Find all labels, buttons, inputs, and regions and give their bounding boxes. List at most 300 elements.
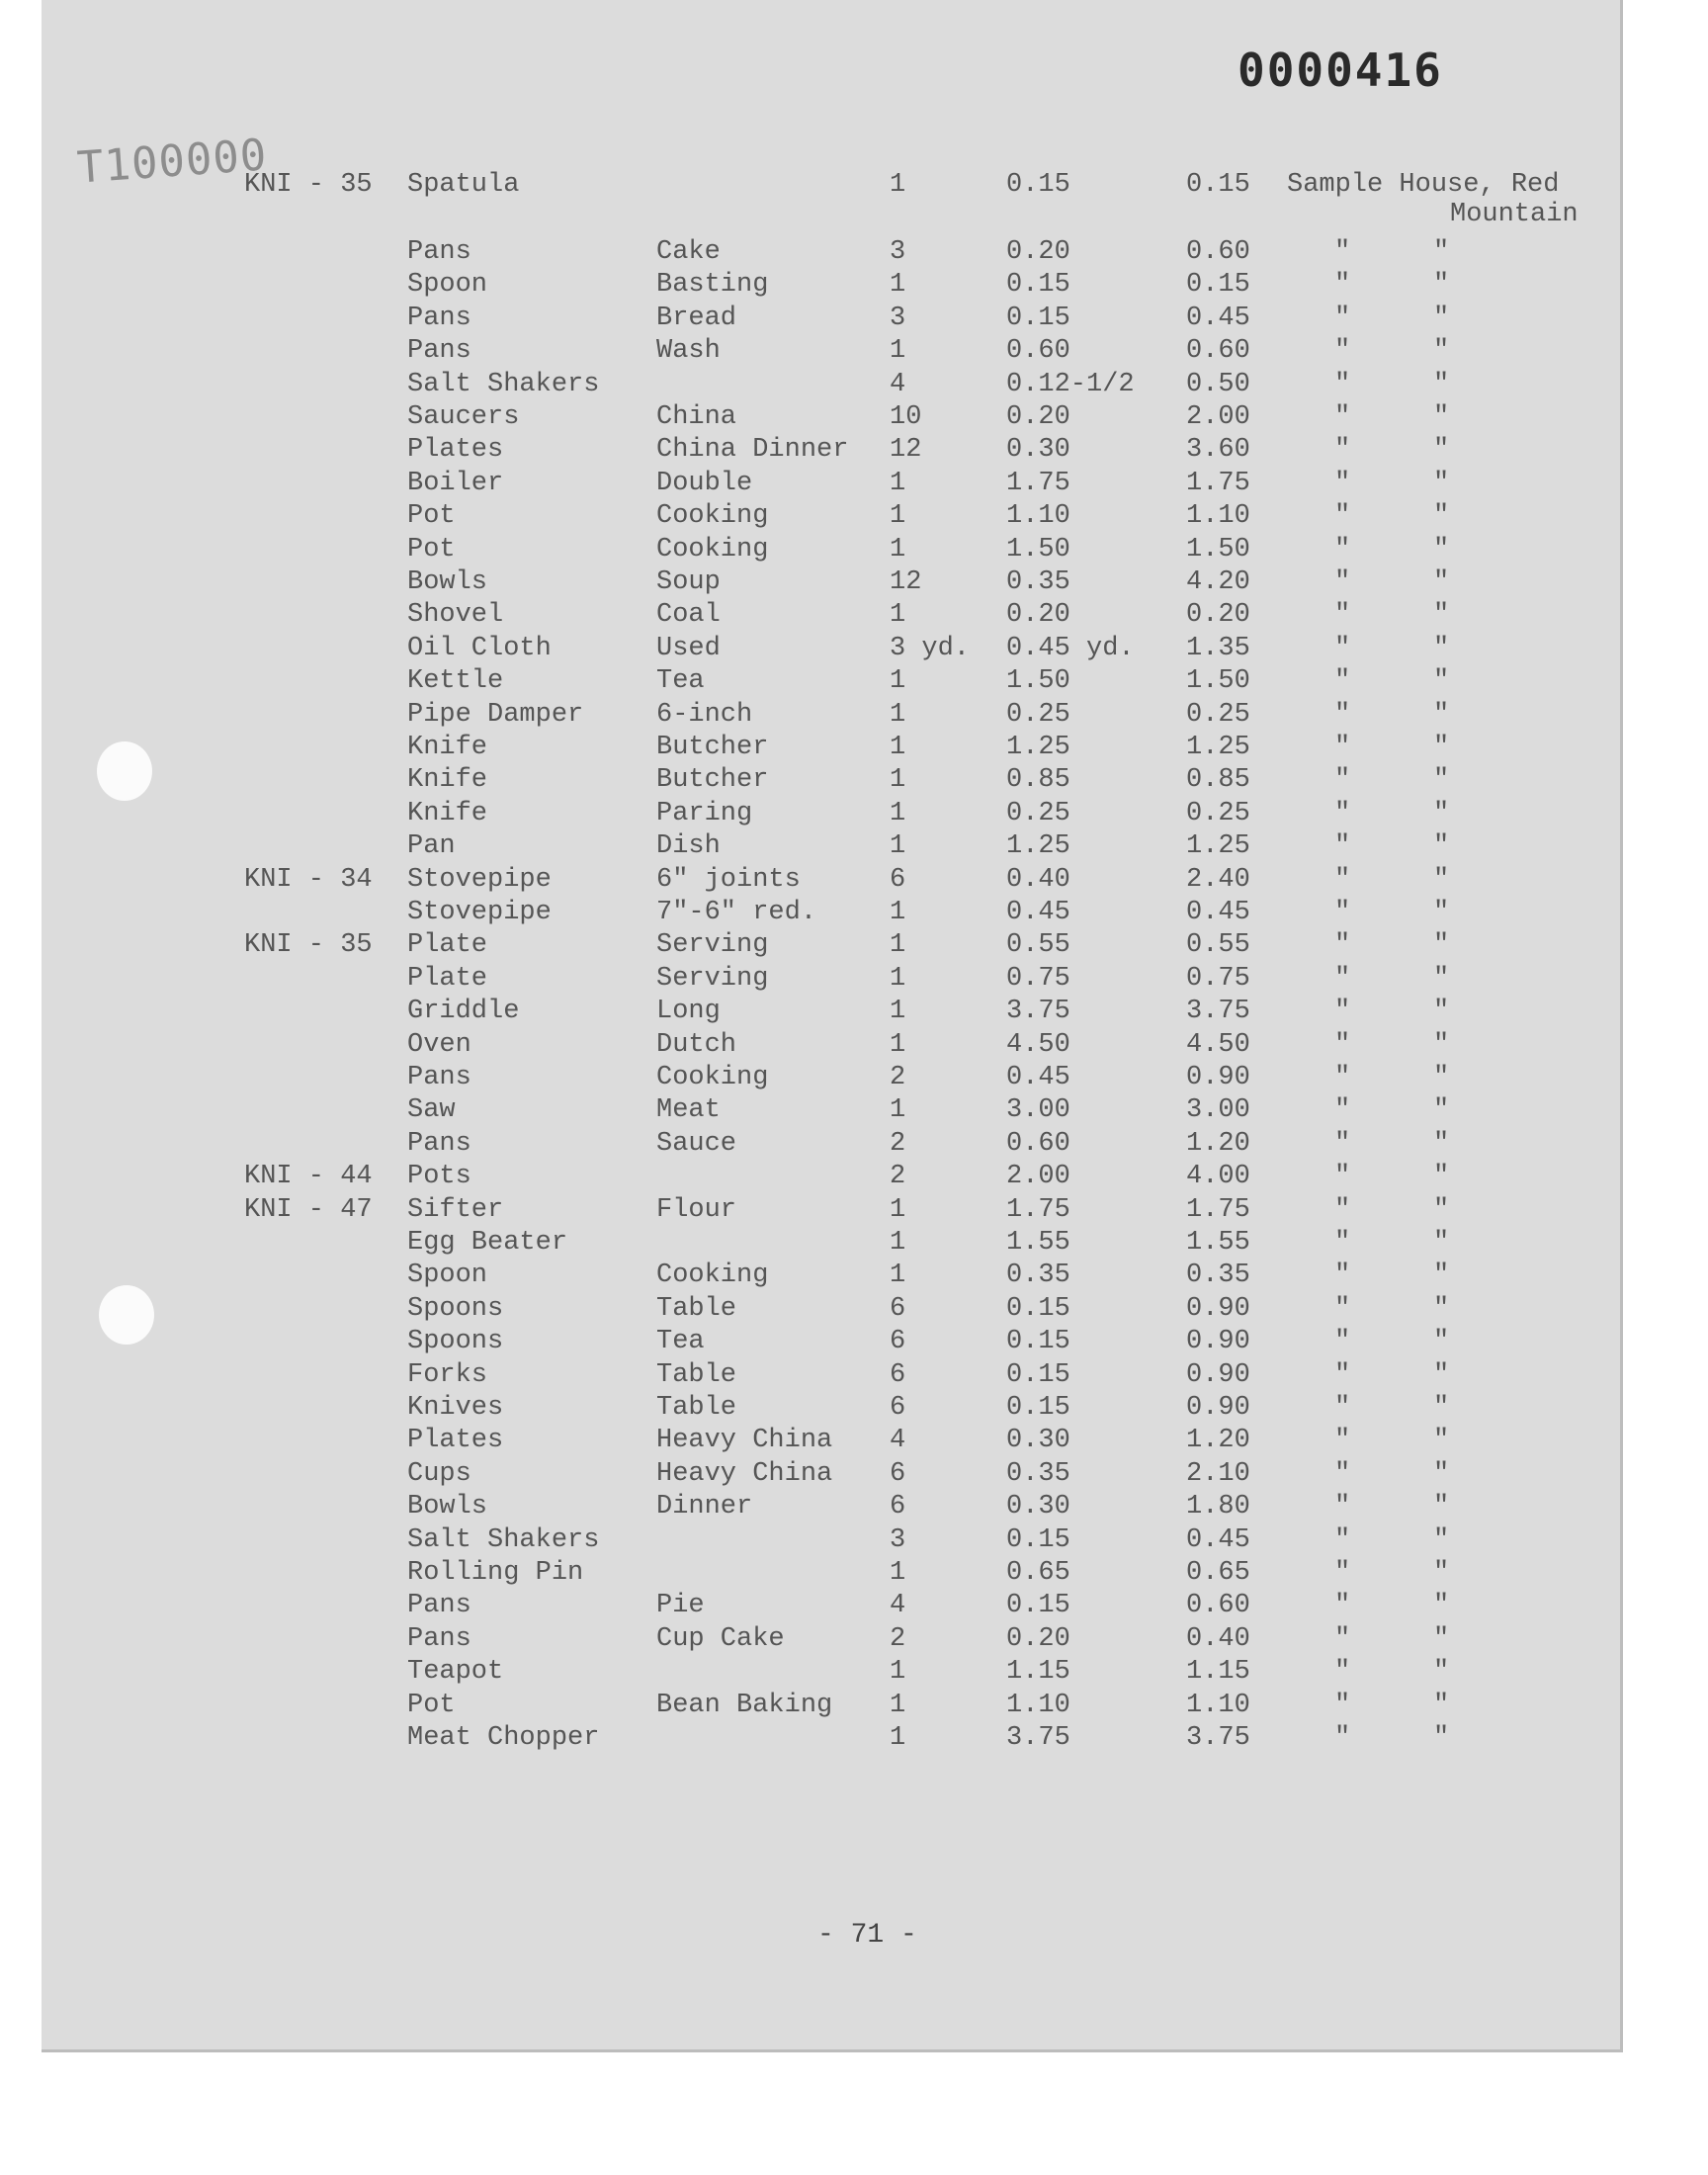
unit-price: 0.45 — [1006, 898, 1070, 927]
quantity: 4 — [890, 369, 906, 399]
ditto-mark: " — [1334, 765, 1351, 796]
ditto-mark: " — [1334, 1293, 1351, 1324]
unit-price: 3.75 — [1006, 1723, 1070, 1753]
total-price: 0.45 — [1186, 303, 1250, 333]
ditto-mark: " — [1433, 1029, 1450, 1060]
total-price: 0.75 — [1186, 963, 1250, 994]
item-name: Pans — [407, 1063, 471, 1092]
table-row — [42, 1327, 1623, 1356]
item-description: 6-inch — [656, 699, 753, 730]
total-price: 0.90 — [1186, 1393, 1250, 1423]
location-line2: Mountain — [1450, 200, 1579, 229]
total-price: 2.00 — [1186, 402, 1250, 432]
quantity: 1 — [890, 798, 906, 828]
total-price: 0.40 — [1186, 1623, 1250, 1654]
unit-price: 0.15 — [1006, 1524, 1070, 1555]
table-row — [42, 304, 1623, 333]
ditto-mark: " — [1433, 633, 1450, 663]
ditto-mark: " — [1334, 303, 1351, 333]
table-row — [42, 336, 1623, 366]
total-price: 1.25 — [1186, 733, 1250, 762]
total-price: 0.65 — [1186, 1558, 1250, 1588]
item-code: KNI - 47 — [244, 1194, 373, 1225]
total-price: 0.15 — [1186, 170, 1250, 200]
total-price: 1.25 — [1186, 831, 1250, 862]
quantity: 3 — [890, 303, 906, 333]
quantity: 6 — [890, 864, 906, 895]
unit-price: 0.15 — [1006, 1393, 1070, 1423]
ditto-mark: " — [1334, 336, 1351, 367]
item-description: Butcher — [656, 733, 769, 762]
table-row — [42, 799, 1623, 828]
quantity: 6 — [890, 1393, 906, 1423]
item-name: Pans — [407, 303, 471, 333]
ditto-mark: " — [1433, 1492, 1450, 1522]
quantity: 1 — [890, 1657, 906, 1688]
quantity: 1 — [890, 1690, 906, 1720]
table-row — [42, 1657, 1623, 1687]
total-price: 0.60 — [1186, 1591, 1250, 1621]
ditto-mark: " — [1334, 1063, 1351, 1092]
unit-price: 0.15 — [1006, 1359, 1070, 1390]
table-row — [42, 1558, 1623, 1588]
unit-price: 0.35 — [1006, 1458, 1070, 1489]
item-name: Cups — [407, 1458, 471, 1489]
ditto-mark: " — [1433, 1293, 1450, 1324]
unit-price: 1.25 — [1006, 733, 1070, 762]
item-description: Cake — [656, 237, 721, 267]
item-description: Serving — [656, 930, 769, 961]
ditto-mark: " — [1334, 1657, 1351, 1688]
quantity: 1 — [890, 270, 906, 301]
unit-price: 3.00 — [1006, 1095, 1070, 1126]
unit-price: 4.50 — [1006, 1029, 1070, 1060]
unit-price: 0.15 — [1006, 270, 1070, 301]
unit-price: 0.55 — [1006, 930, 1070, 961]
quantity: 3 — [890, 1524, 906, 1555]
total-price: 4.00 — [1186, 1162, 1250, 1192]
ditto-mark: " — [1334, 831, 1351, 862]
ditto-mark: " — [1433, 864, 1450, 895]
total-price: 2.40 — [1186, 864, 1250, 895]
quantity: 1 — [890, 733, 906, 762]
item-name: Saw — [407, 1095, 456, 1126]
item-name: Teapot — [407, 1657, 504, 1688]
unit-price: 1.15 — [1006, 1657, 1070, 1688]
ditto-mark: " — [1433, 1458, 1450, 1489]
quantity: 3 yd. — [890, 633, 971, 663]
item-description: China — [656, 402, 737, 432]
page-number: - 71 - — [817, 1920, 917, 1951]
item-description: Bread — [656, 303, 737, 333]
ditto-mark: " — [1433, 1261, 1450, 1291]
item-description: Soup — [656, 567, 721, 597]
unit-price: 0.35 — [1006, 1261, 1070, 1291]
ditto-mark: " — [1334, 468, 1351, 498]
total-price: 0.25 — [1186, 699, 1250, 730]
unit-price: 0.35 — [1006, 567, 1070, 597]
table-row — [42, 435, 1623, 465]
table-row — [42, 237, 1623, 267]
item-name: Knife — [407, 798, 488, 828]
table-row — [42, 666, 1623, 696]
item-name: Pans — [407, 1128, 471, 1159]
item-name: Shovel — [407, 600, 504, 631]
unit-price: 0.20 — [1006, 1623, 1070, 1654]
total-price: 0.50 — [1186, 369, 1250, 399]
ditto-mark: " — [1334, 997, 1351, 1027]
ditto-mark: " — [1334, 733, 1351, 762]
item-name: Knives — [407, 1393, 504, 1423]
item-description: Cup Cake — [656, 1623, 785, 1654]
ditto-mark: " — [1334, 435, 1351, 466]
total-price: 1.75 — [1186, 1194, 1250, 1225]
table-row — [42, 1624, 1623, 1654]
total-price: 0.35 — [1186, 1261, 1250, 1291]
item-name: Griddle — [407, 997, 520, 1027]
table-row — [42, 1525, 1623, 1555]
table-row — [42, 600, 1623, 630]
table-row — [42, 700, 1623, 730]
quantity: 1 — [890, 1194, 906, 1225]
ditto-mark: " — [1433, 1162, 1450, 1192]
quantity: 1 — [890, 1228, 906, 1258]
ditto-mark: " — [1433, 1095, 1450, 1126]
ditto-mark: " — [1334, 930, 1351, 961]
item-name: Pan — [407, 831, 456, 862]
unit-price: 2.00 — [1006, 1162, 1070, 1192]
quantity: 6 — [890, 1492, 906, 1522]
item-name: Spoons — [407, 1293, 504, 1324]
quantity: 2 — [890, 1623, 906, 1654]
ditto-mark: " — [1334, 1162, 1351, 1192]
item-description: 7"-6" red. — [656, 898, 817, 927]
item-description: Dutch — [656, 1029, 737, 1060]
item-code: KNI - 35 — [244, 170, 373, 200]
unit-price: 0.75 — [1006, 963, 1070, 994]
quantity: 1 — [890, 170, 906, 200]
total-price: 0.90 — [1186, 1063, 1250, 1092]
total-price: 0.90 — [1186, 1359, 1250, 1390]
item-name: Meat Chopper — [407, 1723, 600, 1753]
ditto-mark: " — [1334, 1228, 1351, 1258]
ditto-mark: " — [1433, 237, 1450, 267]
item-name: Spoon — [407, 270, 488, 301]
ditto-mark: " — [1433, 831, 1450, 862]
ditto-mark: " — [1433, 898, 1450, 927]
quantity: 1 — [890, 765, 906, 796]
item-name: Bowls — [407, 1492, 488, 1522]
item-name: Spoons — [407, 1327, 504, 1357]
item-description: Long — [656, 997, 721, 1027]
quantity: 1 — [890, 930, 906, 961]
item-name: Boiler — [407, 468, 504, 498]
item-description: Wash — [656, 336, 721, 367]
unit-price: 0.85 — [1006, 765, 1070, 796]
table-row — [42, 1195, 1623, 1225]
unit-price: 0.12-1/2 — [1006, 369, 1135, 399]
item-name: Stovepipe — [407, 864, 552, 895]
quantity: 2 — [890, 1128, 906, 1159]
unit-price: 0.45 yd. — [1006, 633, 1135, 663]
item-name: Oil Cloth — [407, 633, 552, 663]
ditto-mark: " — [1334, 963, 1351, 994]
ditto-mark: " — [1433, 369, 1450, 399]
quantity: 1 — [890, 600, 906, 631]
unit-price: 0.20 — [1006, 402, 1070, 432]
item-name: Pans — [407, 336, 471, 367]
table-row — [42, 1030, 1623, 1060]
item-name: Plates — [407, 1426, 504, 1456]
quantity: 1 — [890, 336, 906, 367]
quantity: 6 — [890, 1359, 906, 1390]
item-description: Meat — [656, 1095, 721, 1126]
ditto-mark: " — [1334, 1261, 1351, 1291]
item-name: Forks — [407, 1359, 488, 1390]
item-name: Oven — [407, 1029, 471, 1060]
unit-price: 0.40 — [1006, 864, 1070, 895]
table-row — [42, 1261, 1623, 1290]
item-name: Pans — [407, 1591, 471, 1621]
ditto-mark: " — [1433, 666, 1450, 697]
item-description: Butcher — [656, 765, 769, 796]
ditto-mark: " — [1433, 1063, 1450, 1092]
item-name: Sifter — [407, 1194, 504, 1225]
quantity: 12 — [890, 435, 922, 466]
table-row — [42, 1591, 1623, 1620]
item-name: Salt Shakers — [407, 369, 600, 399]
ditto-mark: " — [1433, 435, 1450, 466]
ditto-mark: " — [1334, 270, 1351, 301]
ditto-mark: " — [1334, 1558, 1351, 1588]
ditto-mark: " — [1433, 1327, 1450, 1357]
total-price: 4.50 — [1186, 1029, 1250, 1060]
quantity: 1 — [890, 997, 906, 1027]
item-description: 6" joints — [656, 864, 801, 895]
ditto-mark: " — [1433, 303, 1450, 333]
item-description: Used — [656, 633, 721, 663]
total-price: 2.10 — [1186, 1458, 1250, 1489]
ditto-mark: " — [1334, 1194, 1351, 1225]
unit-price: 0.20 — [1006, 600, 1070, 631]
ditto-mark: " — [1433, 1623, 1450, 1654]
item-description: Heavy China — [656, 1426, 833, 1456]
item-name: Pot — [407, 534, 456, 565]
unit-price: 1.50 — [1006, 534, 1070, 565]
unit-price: 0.60 — [1006, 1128, 1070, 1159]
table-row — [42, 567, 1623, 597]
item-code: KNI - 34 — [244, 864, 373, 895]
table-row — [42, 831, 1623, 861]
item-name: Saucers — [407, 402, 520, 432]
quantity: 1 — [890, 1558, 906, 1588]
ditto-mark: " — [1433, 1393, 1450, 1423]
unit-price: 0.15 — [1006, 303, 1070, 333]
item-name: Pots — [407, 1162, 471, 1192]
item-name: Pipe Damper — [407, 699, 584, 730]
ditto-mark: " — [1433, 1690, 1450, 1720]
quantity: 12 — [890, 567, 922, 597]
item-description: Coal — [656, 600, 721, 631]
unit-price: 0.45 — [1006, 1063, 1070, 1092]
ditto-mark: " — [1433, 1194, 1450, 1225]
quantity: 1 — [890, 534, 906, 565]
quantity: 1 — [890, 898, 906, 927]
total-price: 1.10 — [1186, 501, 1250, 532]
quantity: 1 — [890, 831, 906, 862]
item-description: Paring — [656, 798, 753, 828]
item-description: Flour — [656, 1194, 737, 1225]
item-description: Pie — [656, 1591, 705, 1621]
quantity: 3 — [890, 237, 906, 267]
document-number: 0000416 — [1238, 44, 1443, 97]
item-name: Knife — [407, 765, 488, 796]
table-row — [42, 1360, 1623, 1390]
ditto-mark: " — [1433, 733, 1450, 762]
table-row — [42, 1393, 1623, 1423]
ditto-mark: " — [1433, 930, 1450, 961]
unit-price: 1.10 — [1006, 1690, 1070, 1720]
item-description: Double — [656, 468, 753, 498]
ditto-mark: " — [1433, 1591, 1450, 1621]
ditto-mark: " — [1433, 1426, 1450, 1456]
total-price: 0.85 — [1186, 765, 1250, 796]
ditto-mark: " — [1433, 1228, 1450, 1258]
table-row — [42, 733, 1623, 762]
quantity: 1 — [890, 501, 906, 532]
ditto-mark: " — [1334, 534, 1351, 565]
table-row — [42, 1492, 1623, 1522]
item-description: Dinner — [656, 1492, 753, 1522]
location-line1: Sample House, Red — [1287, 170, 1560, 200]
item-name: Pot — [407, 501, 456, 532]
table-row — [42, 765, 1623, 795]
ditto-mark: " — [1433, 1128, 1450, 1159]
quantity: 1 — [890, 699, 906, 730]
item-name: Pot — [407, 1690, 456, 1720]
ditto-mark: " — [1433, 270, 1450, 301]
ditto-mark: " — [1334, 666, 1351, 697]
unit-price: 1.55 — [1006, 1228, 1070, 1258]
total-price: 1.10 — [1186, 1690, 1250, 1720]
ditto-mark: " — [1334, 1492, 1351, 1522]
ditto-mark: " — [1334, 1458, 1351, 1489]
table-row — [42, 1095, 1623, 1125]
item-description: Cooking — [656, 501, 769, 532]
unit-price: 1.50 — [1006, 666, 1070, 697]
table-row — [42, 1162, 1623, 1191]
total-price: 1.50 — [1186, 534, 1250, 565]
unit-price: 0.20 — [1006, 237, 1070, 267]
item-name: Plates — [407, 435, 504, 466]
ditto-mark: " — [1433, 1558, 1450, 1588]
unit-price: 0.15 — [1006, 170, 1070, 200]
item-name: Egg Beater — [407, 1228, 568, 1258]
ditto-mark: " — [1433, 501, 1450, 532]
ditto-mark: " — [1334, 369, 1351, 399]
total-price: 0.60 — [1186, 336, 1250, 367]
unit-price: 1.75 — [1006, 468, 1070, 498]
quantity: 6 — [890, 1327, 906, 1357]
item-description: Tea — [656, 1327, 705, 1357]
item-name: Stovepipe — [407, 898, 552, 927]
ditto-mark: " — [1334, 600, 1351, 631]
ditto-mark: " — [1334, 1591, 1351, 1621]
total-price: 1.50 — [1186, 666, 1250, 697]
ditto-mark: " — [1433, 997, 1450, 1027]
total-price: 3.00 — [1186, 1095, 1250, 1126]
table-row — [42, 964, 1623, 994]
unit-price: 0.25 — [1006, 699, 1070, 730]
ditto-mark: " — [1334, 1359, 1351, 1390]
unit-price: 0.15 — [1006, 1591, 1070, 1621]
quantity: 4 — [890, 1426, 906, 1456]
item-name: Pans — [407, 1623, 471, 1654]
item-description: Tea — [656, 666, 705, 697]
ditto-mark: " — [1334, 1690, 1351, 1720]
table-row — [42, 898, 1623, 927]
ditto-mark: " — [1334, 898, 1351, 927]
table-row — [42, 1426, 1623, 1455]
table-row — [42, 865, 1623, 895]
item-description: Serving — [656, 963, 769, 994]
total-price: 0.90 — [1186, 1327, 1250, 1357]
quantity: 1 — [890, 468, 906, 498]
total-price: 3.60 — [1186, 435, 1250, 466]
faint-stamp: T100000 — [75, 130, 269, 194]
item-description: Table — [656, 1393, 737, 1423]
item-code: KNI - 35 — [244, 930, 373, 961]
ditto-mark: " — [1433, 1657, 1450, 1688]
table-row — [42, 1691, 1623, 1720]
table-row — [42, 634, 1623, 663]
ditto-mark: " — [1334, 864, 1351, 895]
quantity: 1 — [890, 1723, 906, 1753]
ditto-mark: " — [1433, 534, 1450, 565]
document-page — [42, 0, 1623, 2052]
table-row — [42, 402, 1623, 432]
ditto-mark: " — [1433, 600, 1450, 631]
table-row — [42, 270, 1623, 300]
total-price: 0.55 — [1186, 930, 1250, 961]
item-description: Table — [656, 1293, 737, 1324]
total-price: 1.20 — [1186, 1128, 1250, 1159]
total-price: 0.90 — [1186, 1293, 1250, 1324]
total-price: 3.75 — [1186, 1723, 1250, 1753]
table-row — [42, 535, 1623, 565]
unit-price: 1.75 — [1006, 1194, 1070, 1225]
total-price: 0.20 — [1186, 600, 1250, 631]
ditto-mark: " — [1433, 1723, 1450, 1753]
item-description: Cooking — [656, 534, 769, 565]
table-row — [42, 1228, 1623, 1258]
ditto-mark: " — [1433, 336, 1450, 367]
quantity: 1 — [890, 666, 906, 697]
ditto-mark: " — [1334, 501, 1351, 532]
ditto-mark: " — [1334, 1524, 1351, 1555]
unit-price: 0.30 — [1006, 1492, 1070, 1522]
total-price: 1.15 — [1186, 1657, 1250, 1688]
ditto-mark: " — [1334, 1095, 1351, 1126]
item-description: Basting — [656, 270, 769, 301]
item-description: China Dinner — [656, 435, 849, 466]
quantity: 6 — [890, 1458, 906, 1489]
ditto-mark: " — [1433, 1359, 1450, 1390]
item-description: Bean Baking — [656, 1690, 833, 1720]
table-row — [42, 170, 1623, 200]
total-price: 0.25 — [1186, 798, 1250, 828]
item-name: Spatula — [407, 170, 520, 200]
